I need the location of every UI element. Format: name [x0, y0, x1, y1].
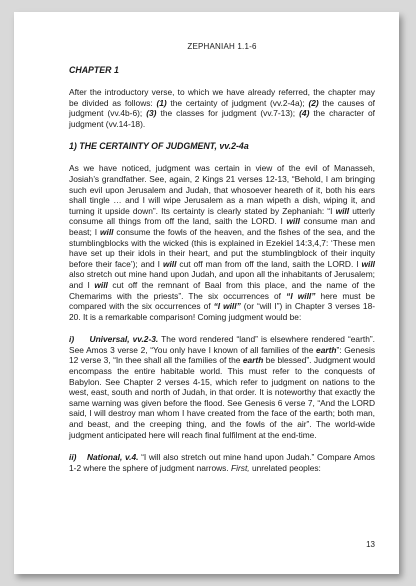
body-text: “I will also stretch out mine hand upon Judah.” Compare Amos 1-2 where the sphere of judgment narrows.	[69, 452, 375, 473]
emphasis-text: will	[94, 279, 108, 290]
emphasis-text: “I will”	[286, 290, 316, 301]
intro-paragraph	[69, 87, 375, 129]
body-text	[76, 452, 87, 462]
body-text: ”: Genesis 12 verse 3, “In thee shall all the families of the	[69, 344, 376, 366]
emphasis-text: will	[99, 226, 114, 237]
body-text: the causes of judgment (vv.4b-6);	[69, 97, 375, 119]
body-text: cut off the remnant of Baal from this place, and the name of the Chemarims with the priests”. The six occurrences of	[69, 279, 375, 301]
section-heading: 1) THE CERTAINTY OF JUDGMENT, vv.2-4a	[69, 141, 249, 152]
book-page	[14, 12, 399, 574]
chapter-heading: CHAPTER 1	[69, 65, 119, 75]
body-text: the classes for judgment (vv.7-13);	[156, 108, 300, 119]
certainty-paragraph	[69, 163, 375, 322]
body-text: After the introductory verse, to which we have already referred, the chapter may be divided as follows:	[69, 87, 375, 108]
body-text: As we have noticed, judgment was certain in view of the evil of Manasseh, Josiah’s grandfather. See, again, 2 Kings 21 verses 12-13, “Behold, I am bringing such evil upon Jerusalem and Judah, that whosoever heareth of it, both his ears shall tingle … and I will wipe Jerusalem as a man wipeth a dish, wiping it, and turning it upside down”. Its certainty is clearly stated by Zephaniah: “I	[69, 163, 375, 216]
body-text: also stretch out mine hand upon Judah, and upon all the inhabitants of Jerusalem; and I	[69, 269, 375, 290]
body-text	[74, 334, 89, 344]
running-head: ZEPHANIAH 1.1-6	[187, 42, 257, 51]
emphasis-text: i)	[69, 334, 75, 345]
body-text: the certainty of judgment (vv.2-4a);	[166, 97, 309, 108]
body-text: the character of judgment (vv.14-18).	[69, 108, 375, 129]
emphasis-text: “I will”	[213, 301, 241, 312]
emphasis-text: will	[162, 258, 177, 269]
national-paragraph	[69, 452, 375, 473]
emphasis-text: (4)	[299, 108, 310, 119]
body-text: (or “will I”) in Chapter 3 verses 18-20. It is a remarkable comparison! Coming judgment would be:	[69, 301, 376, 322]
emphasis-text: National, v.4.	[86, 452, 139, 463]
emphasis-text: ii)	[69, 452, 77, 463]
italic-text: First,	[231, 462, 250, 473]
emphasis-text: (3)	[146, 108, 157, 119]
body-text: cut off man from off the land, saith the LORD. I	[176, 258, 362, 269]
page-number: 13	[366, 540, 375, 549]
body-text: consume the fowls of the heaven, and the fishes of the sea, and the stumblingblocks with the wicked (this is explained in Ezekiel 14:3,4,7: ‘These men have set up their idols in their heart, and put the stumblingblock of their inquity before their face’); and I	[69, 226, 376, 269]
emphasis-text: Universal, vv.2-3.	[89, 334, 159, 345]
page-content	[69, 42, 375, 485]
universal-paragraph	[69, 334, 375, 440]
body-text: consume man and beast; I	[69, 216, 375, 237]
emphasis-text: will	[286, 216, 300, 227]
emphasis-text: earth	[242, 355, 264, 366]
body-text: unrelated peoples:	[249, 462, 321, 473]
emphasis-text: earth	[316, 344, 337, 355]
emphasis-text: (1)	[156, 97, 167, 108]
body-text: here must be compared with the six occurrences of	[69, 290, 375, 312]
emphasis-text: will	[335, 205, 350, 216]
body-text: The word rendered “land” is elsewhere rendered “earth”. See Amos 3 verse 2, “You only have I known of all families of the	[69, 334, 375, 355]
emphasis-text: (2)	[308, 97, 319, 108]
body-text: be blessed”. Judgment would encompass the entire habitable world. This must refer to the conquests of Babylon. See Chapter 2 verses 4-15, which refer to judgment on nations to the west, east, south and north of Judah, in that order. It is noteworthy that exactly the same warning was given before the flood. See Genesis 6 verse 7, “And the LORD said, I will destroy man whom I have created from the face of the earth; both man, and beast, and the creeping thing, and the fowls of the air”. The world-wide judgment anticipated here will reach final fulfilment at the end-time.	[69, 355, 375, 440]
emphasis-text: will	[361, 258, 376, 269]
body-text: utterly consume all things from off the land, saith the LORD. I	[69, 205, 375, 227]
